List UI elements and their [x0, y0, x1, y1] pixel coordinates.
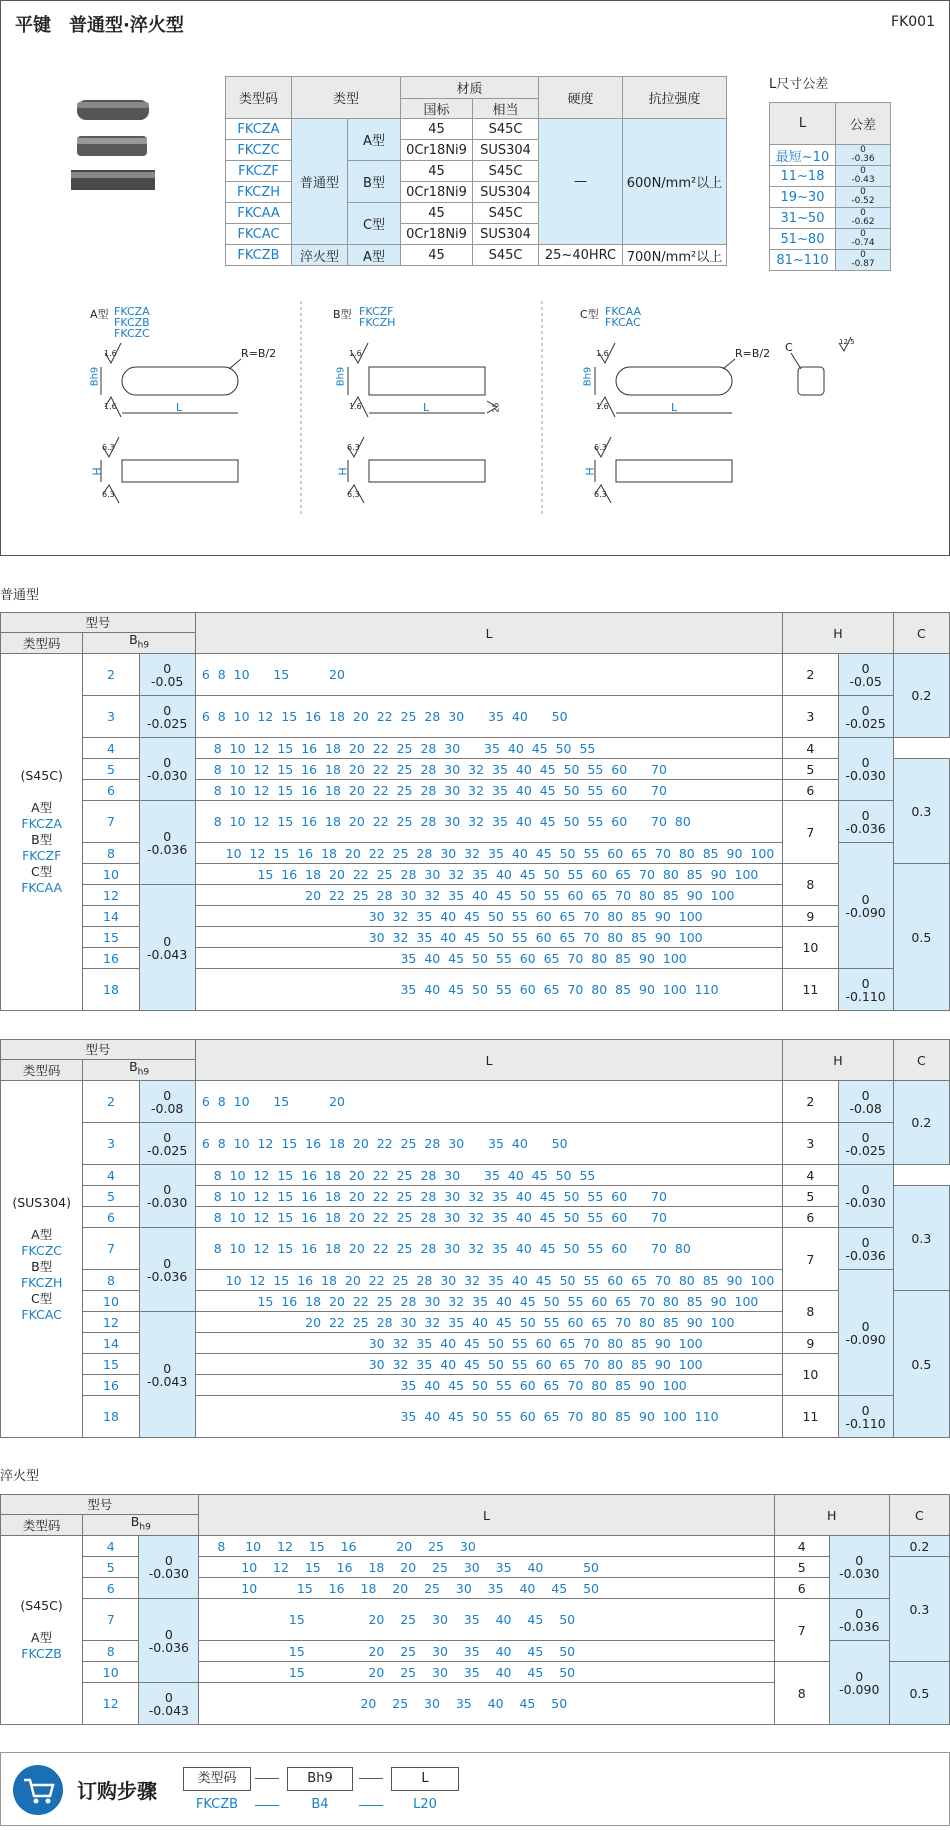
l-values: 6 8 10 12 15 16 18 20 22 25 28 30 35 40 50 — [201, 1136, 568, 1151]
roughness-1-6: 1.6 — [349, 349, 362, 358]
code-c: FKCAC — [21, 1307, 62, 1322]
radius-label-c: R=B/2 — [735, 347, 771, 360]
roughness-12-5: 12.5 — [839, 338, 855, 346]
c-value: 0.5 — [909, 1685, 930, 1701]
b-value: 18 — [103, 982, 119, 997]
spec-panel — [0, 0, 950, 556]
catalog-code: FK001 — [891, 14, 935, 30]
b-value: 12 — [103, 887, 119, 903]
code-a: FKCZC — [21, 1243, 63, 1258]
th-material: 材质 — [401, 77, 539, 99]
h-tol: 0 -0.110 — [845, 975, 886, 1004]
code-c: FKCAA — [21, 880, 63, 895]
length-label-a: L — [176, 401, 183, 414]
th-gb: 国标 — [401, 99, 473, 119]
diagram-a-codes: FKCZA FKCZB FKCZC — [114, 305, 150, 340]
b-value: 7 — [106, 1612, 115, 1627]
radius-label-a: R=B/2 — [241, 347, 277, 360]
tol-upper: 0 — [860, 145, 866, 155]
material-label: (S45C) — [20, 768, 63, 783]
roughness-6-3: 6.3 — [594, 443, 607, 452]
b-value: 5 — [106, 761, 115, 777]
l-values: 30 32 35 40 45 50 55 60 65 70 80 85 90 100 — [201, 908, 703, 924]
b-value: 4 — [106, 1167, 115, 1183]
c-value: 0.3 — [909, 1601, 930, 1617]
b-value: 5 — [106, 1559, 115, 1575]
th-c: C — [915, 1507, 924, 1523]
b-value: 16 — [103, 950, 119, 966]
page-title: 平键 普通型·淬火型 — [15, 15, 184, 36]
l-values: 6 8 10 12 15 16 18 20 22 25 28 30 35 40 50 — [201, 709, 568, 724]
l-values: 15 20 25 30 35 40 45 50 — [217, 1664, 576, 1680]
height-label-b: H — [336, 467, 350, 476]
spec-eq: S45C — [473, 119, 539, 140]
th-model: 型号 — [87, 1497, 113, 1512]
th-h: H — [833, 625, 843, 641]
tol-lower: -0.43 — [851, 175, 875, 185]
roughness-1-6: 1.6 — [596, 402, 609, 411]
spec-gb: 45 — [401, 119, 473, 140]
spec-eq: SUS304 — [473, 182, 539, 203]
l-values: 30 32 35 40 45 50 55 60 65 70 80 85 90 100 — [201, 1335, 703, 1351]
h-value: 4 — [806, 1167, 815, 1183]
l-values: 8 10 12 15 16 18 20 22 25 28 30 32 35 40 45 50 55 60 70 80 — [201, 814, 691, 829]
roughness-1-6: 1.6 — [104, 402, 117, 411]
h-value: 8 — [797, 1685, 806, 1701]
b-tol: 0 -0.043 — [148, 1689, 189, 1718]
spec-eq: S45C — [473, 161, 539, 182]
l-values: 8 10 12 15 16 18 20 22 25 28 30 35 40 45 50 55 — [201, 1167, 596, 1183]
b-value: 4 — [106, 740, 115, 756]
h-value: 9 — [806, 908, 815, 924]
tol-upper: 0 — [860, 229, 866, 239]
b-tol: 0 -0.036 — [147, 828, 188, 857]
b-value: 14 — [103, 1335, 119, 1351]
size-table — [0, 612, 950, 1011]
b-value: 8 — [106, 1272, 115, 1288]
b-tol: 0 -0.043 — [147, 933, 188, 962]
b-value: 2 — [106, 1094, 115, 1109]
normal-sus304-table — [0, 1039, 950, 1438]
b-value: 10 — [103, 866, 119, 882]
l-values: 8 10 12 15 16 18 20 22 25 28 30 32 35 40 45 50 55 60 70 — [201, 782, 667, 798]
l-values: 15 16 18 20 22 25 28 30 32 35 40 45 50 55 60 65 70 80 85 90 100 — [201, 1293, 759, 1309]
l-values: 20 25 30 35 40 45 50 — [217, 1696, 568, 1711]
spec-eq: SUS304 — [473, 224, 539, 245]
spec-hardness: 25~40HRC — [539, 245, 623, 266]
b-tol: 0 -0.025 — [147, 1129, 188, 1158]
code-a: FKCZB — [21, 1646, 62, 1661]
h-value: 5 — [806, 761, 815, 777]
section-title-normal: 普通型 — [0, 588, 40, 603]
l-values: 30 32 35 40 45 50 55 60 65 70 80 85 90 100 — [201, 929, 703, 945]
h-tol: 0 -0.036 — [839, 1605, 880, 1634]
spec-eq: SUS304 — [473, 140, 539, 161]
th-l: L — [483, 1507, 490, 1523]
type-a: A型 — [31, 1227, 53, 1242]
tol-upper: 0 — [860, 187, 866, 197]
type-a: A型 — [31, 1630, 53, 1645]
width-label-b: Bh9 — [335, 366, 347, 387]
b-tol: 0 -0.05 — [151, 660, 184, 689]
roughness-6-3: 6.3 — [102, 490, 115, 499]
roughness-1-6: 1.6 — [349, 402, 362, 411]
order-example-b: B4 — [311, 1797, 329, 1812]
spec-code: FKCAC — [226, 224, 292, 245]
c-value: 0.3 — [911, 1230, 932, 1246]
b-value: 6 — [106, 782, 115, 798]
l-values: 10 12 15 16 18 20 22 25 28 30 32 35 40 45 50 55 60 65 70 80 85 90 100 — [201, 845, 775, 861]
l-values: 6 8 10 15 20 — [201, 667, 345, 682]
b-value: 10 — [103, 1293, 119, 1309]
h-tol: 0 -0.08 — [849, 1087, 882, 1116]
diagram-a-label: A型 — [90, 308, 109, 321]
type-c: C型 — [31, 1291, 53, 1306]
h-tol: 0 -0.036 — [845, 807, 886, 836]
h-tol: 0 -0.090 — [839, 1668, 880, 1697]
key-drawings — [1, 1, 950, 557]
h-value: 11 — [802, 982, 819, 997]
roughness-6-3: 6.3 — [347, 443, 360, 452]
th-h: H — [827, 1507, 837, 1523]
th-model: 型号 — [85, 615, 111, 630]
b-tol: 0 -0.043 — [147, 1360, 188, 1389]
h-tol: 0 -0.025 — [845, 702, 886, 731]
l-values: 35 40 45 50 55 60 65 70 80 85 90 100 110 — [201, 982, 719, 997]
tol-upper: 0 — [860, 250, 866, 260]
c-value: 0.2 — [911, 1115, 932, 1130]
b-value: 8 — [106, 845, 115, 861]
diagram-b-codes: FKCZF FKCZH — [359, 305, 396, 329]
b-value: 7 — [106, 1241, 115, 1256]
roughness-6-3: 6.3 — [594, 490, 607, 499]
b-value: 10 — [102, 1664, 119, 1680]
roughness-6-3: 6.3 — [102, 443, 115, 452]
spec-b: B型 — [348, 161, 401, 203]
section-title-quenched: 淬火型 — [0, 1469, 40, 1484]
h-tol: 0 -0.030 — [845, 1182, 886, 1210]
l-values: 15 16 18 20 22 25 28 30 32 35 40 45 50 55 60 65 70 80 85 90 100 — [201, 866, 759, 882]
b-value: 16 — [103, 1377, 119, 1393]
l-values: 35 40 45 50 55 60 65 70 80 85 90 100 — [201, 1377, 687, 1393]
h-value: 4 — [806, 740, 815, 756]
b-value: 12 — [103, 1314, 119, 1330]
order-example-code: FKCZB — [195, 1797, 239, 1812]
diagram-c-codes: FKCAA FKCAC — [605, 305, 641, 329]
h-value: 7 — [806, 1251, 815, 1267]
l-values: 15 20 25 30 35 40 45 50 — [217, 1643, 576, 1659]
th-code: 类型码 — [226, 77, 292, 119]
b-value: 8 — [106, 1643, 115, 1659]
h-value: 6 — [797, 1580, 806, 1596]
size-table — [0, 1039, 950, 1438]
h-value: 4 — [797, 1538, 806, 1554]
l-values: 35 40 45 50 55 60 65 70 80 85 90 100 — [201, 950, 687, 966]
c-value: 0.5 — [911, 1356, 932, 1372]
c-value: 0.5 — [911, 929, 932, 945]
code-b: FKCZF — [22, 848, 62, 863]
l-tolerance-title: L尺寸公差 — [769, 77, 829, 92]
b-tol: 0 -0.08 — [151, 1087, 184, 1116]
b-value: 4 — [106, 1538, 115, 1554]
th-c: C — [916, 625, 926, 641]
h-value: 8 — [806, 877, 815, 892]
spec-gb: 0Cr18Ni9 — [401, 182, 473, 203]
th-type: 类型 — [292, 77, 401, 119]
spec-code: FKCZC — [226, 140, 292, 161]
length-label-c: L — [671, 401, 678, 414]
b-tol: 0 -0.036 — [147, 1255, 188, 1284]
tol-range: 最短~10 — [770, 145, 836, 166]
l-values: 8 10 12 15 16 18 20 22 25 28 30 32 35 40 45 50 55 60 70 — [201, 761, 667, 777]
b-value: 5 — [106, 1188, 115, 1204]
spec-code: FKCAA — [226, 203, 292, 224]
spec-gb: 45 — [401, 161, 473, 182]
h-tol: 0 -0.025 — [845, 1129, 886, 1158]
b-tol: 0 -0.030 — [147, 755, 188, 783]
l-values: 20 22 25 28 30 32 35 40 45 50 55 60 65 70 80 85 90 100 — [201, 1314, 735, 1330]
tol-upper: 0 — [860, 166, 866, 176]
l-values: 8 10 12 15 16 18 20 22 25 28 30 35 40 45 50 55 — [201, 740, 596, 756]
type-b: B型 — [31, 1259, 53, 1274]
h-tol: 0 -0.030 — [839, 1553, 880, 1581]
h-tol: 0 -0.036 — [845, 1234, 886, 1263]
b-tol: 0 -0.025 — [147, 702, 188, 731]
order-steps — [0, 1752, 950, 1826]
spec-tensile: 600N/mm²以上 — [623, 119, 727, 245]
order-title: 订购步骤 — [77, 1779, 157, 1803]
order-box-b: Bh9 — [287, 1767, 353, 1791]
tol-lower: -0.52 — [851, 196, 875, 206]
tol-range: 51~80 — [770, 229, 836, 250]
width-label-a: Bh9 — [89, 366, 101, 387]
h-value: 9 — [806, 1335, 815, 1351]
h-value: 2 — [806, 667, 815, 682]
h-tol: 0 -0.090 — [845, 1318, 886, 1347]
spec-code: FKCZF — [226, 161, 292, 182]
b-tol: 0 -0.030 — [148, 1553, 189, 1581]
spec-code: FKCZH — [226, 182, 292, 203]
normal-s45c-table — [0, 612, 950, 1011]
c-value: 0.2 — [909, 1538, 930, 1554]
l-values: 20 22 25 28 30 32 35 40 45 50 55 60 65 70 80 85 90 100 — [201, 887, 735, 903]
h-value: 6 — [806, 1209, 815, 1225]
l-values: 10 12 15 16 18 20 25 30 35 40 50 — [217, 1559, 599, 1575]
roughness-25: 25 — [491, 402, 501, 413]
th-code: 类型码 — [22, 1517, 61, 1533]
tol-range: 11~18 — [770, 166, 836, 187]
height-label-c: H — [583, 467, 597, 476]
b-tol: 0 -0.036 — [148, 1626, 189, 1655]
th-tol: 公差 — [836, 103, 891, 145]
tol-lower: -0.74 — [851, 238, 875, 248]
c-value: 0.2 — [911, 688, 932, 703]
th-model: 型号 — [85, 1042, 111, 1057]
b-value: 12 — [102, 1696, 119, 1711]
tol-lower: -0.36 — [851, 154, 875, 164]
material-label: (S45C) — [20, 1598, 63, 1613]
spec-tensile: 700N/mm²以上 — [623, 245, 727, 266]
h-value: 7 — [806, 824, 815, 840]
spec-c: C型 — [348, 203, 401, 245]
l-values: 10 12 15 16 18 20 22 25 28 30 32 35 40 45 50 55 60 65 70 80 85 90 100 — [201, 1272, 775, 1288]
spec-hardness: — — [539, 119, 623, 245]
spec-code: FKCZB — [226, 245, 292, 266]
b-value: 7 — [106, 814, 115, 829]
diagram-b-label: B型 — [333, 308, 352, 321]
th-hardness: 硬度 — [539, 77, 623, 119]
b-value: 18 — [103, 1409, 119, 1424]
l-values: 10 15 16 18 20 25 30 35 40 45 50 — [217, 1580, 599, 1596]
l-values: 8 10 12 15 16 18 20 22 25 28 30 32 35 40 45 50 55 60 70 — [201, 1209, 667, 1225]
c-value: 0.3 — [911, 803, 932, 819]
b-value: 15 — [103, 929, 119, 945]
th-c: C — [916, 1052, 926, 1068]
h-value: 10 — [802, 940, 819, 955]
h-value: 2 — [806, 1094, 815, 1109]
spec-gb: 45 — [401, 203, 473, 224]
tol-upper: 0 — [860, 208, 866, 218]
th-l: L — [485, 625, 493, 641]
h-value: 5 — [806, 1188, 815, 1204]
l-values: 8 10 12 15 16 18 20 22 25 28 30 32 35 40 45 50 55 60 70 — [201, 1188, 667, 1204]
spec-gb: 0Cr18Ni9 — [401, 224, 473, 245]
th-code: 类型码 — [22, 1062, 61, 1078]
h-value: 3 — [806, 709, 815, 724]
b-value: 6 — [106, 1209, 115, 1225]
h-tol: 0 -0.05 — [849, 660, 882, 689]
length-label-b: L — [423, 401, 430, 414]
roughness-6-3: 6.3 — [347, 490, 360, 499]
size-table — [0, 1494, 950, 1725]
h-value: 7 — [797, 1622, 806, 1638]
order-example-l: L20 — [413, 1797, 437, 1812]
h-tol: 0 -0.030 — [845, 755, 886, 783]
h-value: 10 — [802, 1367, 819, 1382]
h-value: 3 — [806, 1136, 815, 1151]
spec-gb: 0Cr18Ni9 — [401, 140, 473, 161]
th-b: $B_{h9}$ — [129, 1059, 150, 1078]
height-label-a: H — [90, 467, 104, 476]
code-a: FKCZA — [21, 816, 62, 831]
h-tol: 0 -0.110 — [845, 1402, 886, 1431]
spec-a: A型 — [348, 119, 401, 161]
b-tol: 0 -0.030 — [147, 1182, 188, 1210]
th-b: $B_{h9}$ — [129, 632, 150, 651]
tol-range: 31~50 — [770, 208, 836, 229]
spec-eq: S45C — [473, 203, 539, 224]
b-value: 2 — [106, 667, 115, 682]
material-label: (SUS304) — [12, 1195, 71, 1210]
spec-gb: 45 — [401, 245, 473, 266]
type-c: C型 — [31, 864, 53, 879]
type-a: A型 — [31, 800, 53, 815]
th-code: 类型码 — [22, 635, 61, 651]
th-tensile: 抗拉强度 — [623, 77, 727, 119]
l-values: 6 8 10 15 20 — [201, 1094, 345, 1109]
b-value: 15 — [103, 1356, 119, 1372]
h-value: 6 — [806, 782, 815, 798]
order-box-code: 类型码 — [183, 1767, 251, 1791]
th-h: H — [833, 1052, 843, 1068]
tol-range: 81~110 — [770, 250, 836, 271]
spec-eq: S45C — [473, 245, 539, 266]
spec-code: FKCZA — [226, 119, 292, 140]
th-equiv: 相当 — [473, 99, 539, 119]
th-l: L — [485, 1052, 493, 1068]
b-value: 14 — [103, 908, 119, 924]
chamfer-label: C — [785, 341, 793, 354]
h-value: 8 — [806, 1304, 815, 1319]
quenched-table — [0, 1494, 950, 1725]
l-values: 8 10 12 15 16 18 20 22 25 28 30 32 35 40 45 50 55 60 70 80 — [201, 1241, 691, 1256]
cart-icon — [13, 1765, 63, 1815]
tol-lower: -0.62 — [851, 217, 875, 227]
h-value: 11 — [802, 1409, 819, 1424]
roughness-1-6: 1.6 — [596, 349, 609, 358]
b-value: 6 — [106, 1580, 115, 1596]
type-b: B型 — [31, 832, 53, 847]
th-l: L — [770, 103, 836, 145]
width-label-c: Bh9 — [582, 366, 594, 387]
l-values: 15 20 25 30 35 40 45 50 — [217, 1612, 576, 1627]
tol-lower: -0.87 — [851, 259, 875, 269]
l-values: 30 32 35 40 45 50 55 60 65 70 80 85 90 100 — [201, 1356, 703, 1372]
l-values: 35 40 45 50 55 60 65 70 80 85 90 100 110 — [201, 1409, 719, 1424]
th-b: $B_{h9}$ — [130, 1514, 151, 1533]
b-value: 3 — [106, 1136, 115, 1151]
spec-normal: 普通型 — [292, 119, 348, 245]
spec-quenched: 淬火型 — [292, 245, 348, 266]
diagram-c-label: C型 — [580, 308, 599, 321]
order-box-l: L — [391, 1767, 459, 1791]
tol-range: 19~30 — [770, 187, 836, 208]
h-value: 5 — [797, 1559, 806, 1575]
b-value: 3 — [106, 709, 115, 724]
spec-a: A型 — [348, 245, 401, 266]
roughness-1-6: 1.6 — [104, 349, 117, 358]
l-values: 8 10 12 15 16 20 25 30 — [217, 1538, 476, 1554]
code-b: FKCZH — [20, 1275, 63, 1290]
h-tol: 0 -0.090 — [845, 891, 886, 920]
